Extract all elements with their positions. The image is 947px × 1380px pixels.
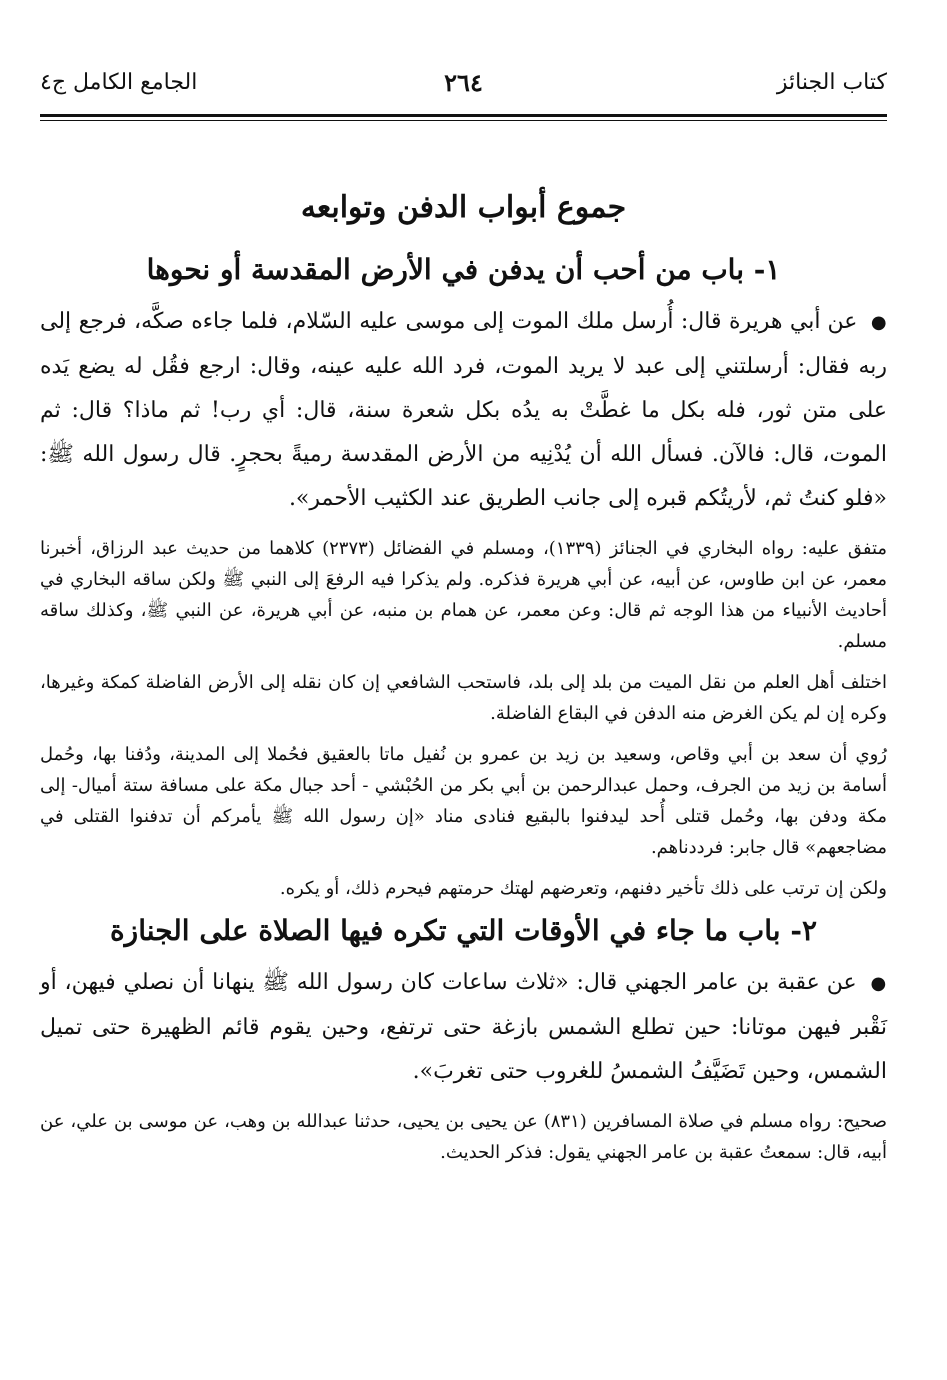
bullet-icon: ● [870,973,887,994]
main-title: جموع أبواب الدفن وتوابعه [300,190,627,225]
hadith-body: عن أبي هريرة قال: أُرسل ملك الموت إلى موسى عليه السّلام، فلما جاءه صكَّه، فرجع إلى ربه فقال: أرسلتني إلى عبد لا يريد الموت، فرد الله عليه عينه، وقال: ارجع فقُل له يضع يَده على متن ثور، فله بكل ما غطَّتْ به يدُه بكل شعرة سنة، قال: أي رب! ثم ماذا؟ قال: ثم الموت، قال: فالآن. فسأل الله أن يُدْنِيه من الأرض المقدسة رميةً بحجرٍ. قال رسول الله ﷺ: «فلو كنتُ ثم، لأريتُكم قبره إلى جانب الطريق عند الكثيب الأحمر». [40,309,887,511]
takhrij-note: متفق عليه: رواه البخاري في الجنائز (١٣٣٩)، ومسلم في الفضائل (٢٣٧٣) كلاهما من حديث عبد الرزاق، أخبرنا معمر، عن ابن طاوس، عن أبيه، عن أبي هريرة فذكره. ولم يذكرا فيه الرفعَ إلى النبي ﷺ ولكن ساقه البخاري في أحاديث الأنبياء من هذا الوجه ثم قال: وعن معمر، عن همام بن منبه، عن أبي هريرة، عن النبي ﷺ، وكذلك ساقه مسلم. [40,538,888,652]
takhrij-note: صحيح: رواه مسلم في صلاة المسافرين (٨٣١) عن يحيى بن يحيى، حدثنا عبدالله بن وهب، عن موسى بن علي، عن أبيه، قال: سمعتُ عقبة بن عامر الجهني يقول: فذكر الحديث. [40,1111,887,1163]
section-title: ١- باب من أحب أن يدفن في الأرض المقدسة أو نحوها [146,253,781,286]
fiqh-note: اختلف أهل العلم من نقل الميت من بلد إلى بلد، فاستحب الشافعي إن كان نقله إلى الأرض الفاضلة كمكة وغيرها، وكره إن لم يكن الغرض منه الدفن في البقاع الفاضلة. [40,672,887,724]
header-rule-thick [40,114,887,117]
hadith-body: عن عقبة بن عامر الجهني قال: «ثلاث ساعات كان رسول الله ﷺ ينهانا أن نصلي فيهن، أو نَقْبر فيهن موتانا: حين تطلع الشمس بازغة حتى ترتفع، وحين يقوم قائم الظهيرة حتى تميل الشمس، وحين تَضَيَّفُ الشمسُ للغروب حتى تغربَ». [40,970,887,1084]
section-title: ٢- باب ما جاء في الأوقات التي تكره فيها الصلاة على الجنازة [110,914,817,947]
hadith-text [40,300,887,521]
document-page [40,0,887,1380]
bullet-icon: ● [870,312,887,333]
page-content [40,190,887,1178]
page-header [40,62,887,106]
hadith-text [40,961,887,1094]
page-number: ٢٦٤ [444,68,483,97]
volume-title: الجامع الكامل ج٤ [40,70,198,95]
ruling-note: ولكن إن ترتب على ذلك تأخير دفنهم، وتعرضهم لهتك حرمتهم فيحرم ذلك، أو يكره. [279,878,887,899]
narration-note: رُوي أن سعد بن أبي وقاص، وسعيد بن زيد بن عمرو بن نُفيل ماتا بالعقيق فحُملا إلى المدينة، ودُفنا بها، وحُمل أسامة بن زيد من الجرف، وحمل عبدالرحمن بن أبي بكر من الحُبْشي - أحد جبال مكة على مسافة ستة أميال- إلى مكة ودفن بها، وحُمل قتلى أُحد ليدفنوا بالبقيع فنادى مناد «إن رسول الله ﷺ يأمركم أن تدفنوا القتلى في مضاجعهم» قال جابر: فرددناهم. [40,744,888,858]
header-rule-thin [40,120,887,121]
book-title: كتاب الجنائز [776,70,887,95]
